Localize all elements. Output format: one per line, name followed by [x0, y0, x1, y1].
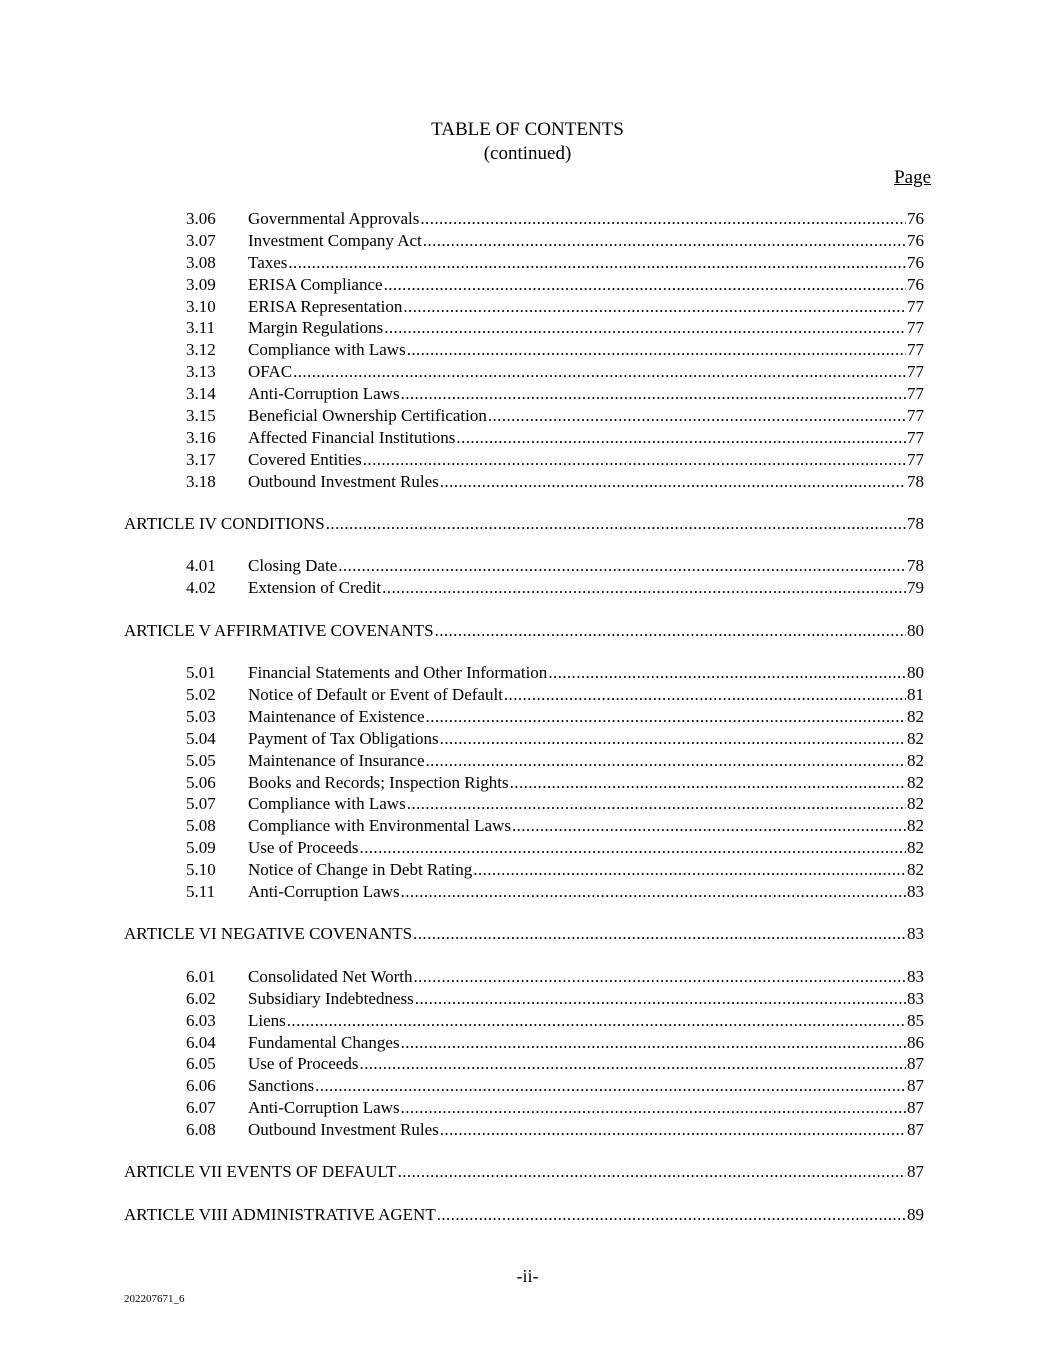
entry-page-number: 85: [907, 1010, 924, 1030]
section-number: 3.13: [186, 362, 216, 382]
entry-page-number: 77: [907, 362, 924, 382]
entry-title: Covered Entities: [248, 449, 362, 469]
entry-title: Consolidated Net Worth: [248, 966, 413, 986]
section-number: 3.06: [186, 209, 216, 228]
toc-section-entry[interactable]: [124, 815, 924, 837]
section-number: 5.10: [186, 860, 216, 880]
toc-section-entry[interactable]: [124, 405, 924, 427]
entry-page-number: 77: [907, 296, 924, 316]
toc-section-entry[interactable]: [124, 1075, 924, 1097]
toc-section-entry[interactable]: [124, 662, 924, 684]
entry-title: ARTICLE V AFFIRMATIVE COVENANTS: [124, 620, 434, 640]
section-number: 5.02: [186, 685, 216, 705]
section-number: 6.06: [186, 1076, 216, 1096]
toc-section-entry[interactable]: [124, 859, 924, 881]
toc-section-entry[interactable]: [124, 881, 924, 903]
entry-page-number: 77: [907, 318, 924, 338]
toc-section-entry[interactable]: [124, 208, 924, 230]
toc-section-entry[interactable]: [124, 427, 924, 449]
toc-section-entry[interactable]: [124, 317, 924, 339]
dot-leader: [407, 339, 906, 361]
section-number: 4.01: [186, 556, 216, 576]
entry-title: ERISA Representation: [248, 296, 403, 316]
entry-title: ERISA Compliance: [248, 274, 383, 294]
toc-article-entry[interactable]: [124, 1204, 924, 1226]
dot-leader: [359, 837, 906, 859]
toc-section-entry[interactable]: [124, 1053, 924, 1075]
dot-leader: [401, 1032, 906, 1054]
toc-section-entry[interactable]: [124, 1097, 924, 1119]
dot-leader: [426, 706, 906, 728]
dot-leader: [456, 427, 906, 449]
section-number: 6.03: [186, 1010, 216, 1030]
entry-page-number: 77: [907, 406, 924, 426]
entry-title: Anti-Corruption Laws: [248, 1098, 400, 1118]
toc-section-entry[interactable]: [124, 252, 924, 274]
section-number: 3.15: [186, 406, 216, 426]
entry-title: Margin Regulations: [248, 318, 384, 338]
entry-title: Subsidiary Indebtedness: [248, 988, 414, 1008]
section-number: 5.05: [186, 750, 216, 770]
section-number: 6.05: [186, 1054, 216, 1074]
dot-leader: [440, 1119, 906, 1141]
section-number: 6.01: [186, 966, 216, 986]
dot-leader: [407, 793, 906, 815]
section-number: 3.17: [186, 449, 216, 469]
dot-leader: [403, 296, 906, 318]
dot-leader: [363, 449, 906, 471]
entry-page-number: 81: [907, 685, 924, 705]
entry-page-number: 87: [907, 1120, 924, 1140]
entry-page-number: 78: [907, 514, 924, 534]
section-number: 3.11: [186, 318, 216, 338]
entry-page-number: 82: [907, 706, 924, 726]
document-id: 202207671_6: [124, 1293, 185, 1305]
entry-page-number: 76: [907, 252, 924, 272]
toc-section-entry[interactable]: [124, 966, 924, 988]
entry-page-number: 86: [907, 1032, 924, 1052]
toc-section-entry[interactable]: [124, 728, 924, 750]
page-column-label: Page: [894, 167, 931, 188]
toc-section-entry[interactable]: [124, 274, 924, 296]
dot-leader: [384, 317, 906, 339]
dot-leader: [315, 1075, 906, 1097]
section-number: 3.18: [186, 471, 216, 491]
dot-leader: [488, 405, 906, 427]
section-number: 5.06: [186, 772, 216, 792]
dot-leader: [288, 252, 906, 274]
dot-leader: [440, 471, 906, 493]
entry-title: OFAC: [248, 362, 293, 382]
entry-title: Use of Proceeds: [248, 838, 359, 858]
entry-page-number: 83: [907, 966, 924, 986]
toc-section-entry[interactable]: [124, 684, 924, 706]
toc-section-entry[interactable]: [124, 449, 924, 471]
dot-leader: [440, 728, 906, 750]
dot-leader: [413, 923, 906, 945]
dot-leader: [435, 620, 906, 642]
dot-leader: [504, 684, 906, 706]
dot-leader: [420, 208, 906, 230]
entry-title: Anti-Corruption Laws: [248, 384, 400, 404]
entry-page-number: 76: [907, 274, 924, 294]
toc-section-entry[interactable]: [124, 361, 924, 383]
entry-title: Financial Statements and Other Information: [248, 663, 548, 683]
toc-section-entry[interactable]: [124, 793, 924, 815]
dot-leader: [401, 383, 906, 405]
toc-article-entry[interactable]: [124, 620, 924, 642]
toc-section-entry[interactable]: [124, 837, 924, 859]
entry-title: Closing Date: [248, 556, 338, 576]
entry-page-number: 87: [907, 1098, 924, 1118]
entry-page-number: 82: [907, 772, 924, 792]
entry-title: Notice of Default or Event of Default: [248, 685, 503, 705]
entry-page-number: 77: [907, 384, 924, 404]
toc-section-entry[interactable]: [124, 339, 924, 361]
toc-section-entry[interactable]: [124, 1032, 924, 1054]
entry-page-number: 89: [907, 1204, 924, 1224]
section-number: 4.02: [186, 578, 216, 598]
dot-leader: [437, 1204, 906, 1226]
dot-leader: [510, 772, 906, 794]
entry-page-number: 83: [907, 882, 924, 902]
entry-title: Beneficial Ownership Certification: [248, 406, 487, 426]
toc-section-entry[interactable]: [124, 230, 924, 252]
entry-page-number: 82: [907, 794, 924, 814]
toc-article-entry[interactable]: [124, 1161, 924, 1183]
entry-title: Maintenance of Insurance: [248, 750, 425, 770]
entry-title: ARTICLE VII EVENTS OF DEFAULT: [124, 1162, 397, 1182]
toc-section-entry[interactable]: [124, 555, 924, 577]
dot-leader: [512, 815, 906, 837]
toc-section-entry[interactable]: [124, 706, 924, 728]
entry-page-number: 76: [907, 209, 924, 228]
toc-section-entry[interactable]: [124, 772, 924, 794]
entry-title: Outbound Investment Rules: [248, 1120, 439, 1140]
section-number: 3.14: [186, 384, 216, 404]
entry-title: Affected Financial Institutions: [248, 427, 456, 447]
dot-leader: [548, 662, 906, 684]
section-number: 5.01: [186, 663, 216, 683]
page-number: -ii-: [516, 1266, 539, 1286]
section-number: 5.09: [186, 838, 216, 858]
entry-page-number: 83: [907, 988, 924, 1008]
toc-section-entry[interactable]: [124, 1119, 924, 1141]
toc-subtitle: (continued): [483, 143, 572, 164]
toc-section-entry[interactable]: [124, 296, 924, 318]
entry-title: Notice of Change in Debt Rating: [248, 860, 473, 880]
entry-page-number: 82: [907, 750, 924, 770]
entry-page-number: 77: [907, 340, 924, 360]
entry-title: Fundamental Changes: [248, 1032, 400, 1052]
toc-section-entry[interactable]: [124, 1010, 924, 1032]
dot-leader: [326, 513, 906, 535]
section-number: 3.08: [186, 252, 216, 272]
section-number: 3.12: [186, 340, 216, 360]
section-number: 3.09: [186, 274, 216, 294]
entry-page-number: 82: [907, 816, 924, 836]
toc-article-entry[interactable]: [124, 923, 924, 945]
entry-title: Compliance with Environmental Laws: [248, 816, 511, 836]
entry-title: ARTICLE VI NEGATIVE COVENANTS: [124, 924, 413, 944]
entry-title: Compliance with Laws: [248, 340, 406, 360]
entry-page-number: 87: [907, 1054, 924, 1074]
entry-page-number: 77: [907, 427, 924, 447]
entry-title: Outbound Investment Rules: [248, 471, 439, 491]
entry-title: Investment Company Act: [248, 230, 422, 250]
section-number: 3.07: [186, 230, 216, 250]
entry-page-number: 87: [907, 1076, 924, 1096]
entry-title: Taxes: [248, 252, 288, 272]
dot-leader: [423, 230, 906, 252]
entry-page-number: 82: [907, 838, 924, 858]
dot-leader: [415, 988, 906, 1010]
entry-page-number: 87: [907, 1162, 924, 1182]
entry-title: Governmental Approvals: [248, 209, 420, 228]
entry-page-number: 80: [907, 663, 924, 683]
dot-leader: [384, 274, 906, 296]
section-number: 6.08: [186, 1120, 216, 1140]
entry-page-number: 78: [907, 556, 924, 576]
toc-title: TABLE OF CONTENTS: [431, 119, 624, 140]
entry-title: ARTICLE VIII ADMINISTRATIVE AGENT: [124, 1204, 436, 1224]
toc-section-entry[interactable]: [124, 383, 924, 405]
dot-leader: [359, 1053, 906, 1075]
entry-title: Books and Records; Inspection Rights: [248, 772, 509, 792]
entry-title: ARTICLE IV CONDITIONS: [124, 514, 325, 534]
dot-leader: [426, 750, 906, 772]
entry-page-number: 82: [907, 728, 924, 748]
section-number: 6.04: [186, 1032, 216, 1052]
entry-title: Compliance with Laws: [248, 794, 406, 814]
toc-section-entry[interactable]: [124, 471, 924, 493]
dot-leader: [473, 859, 906, 881]
dot-leader: [293, 361, 906, 383]
section-number: 5.11: [186, 882, 216, 902]
entry-title: Anti-Corruption Laws: [248, 882, 400, 902]
entry-title: Extension of Credit: [248, 578, 382, 598]
toc-section-entry[interactable]: [124, 750, 924, 772]
section-number: 5.07: [186, 794, 216, 814]
entry-page-number: 80: [907, 620, 924, 640]
section-number: 6.02: [186, 988, 216, 1008]
section-number: 3.16: [186, 427, 216, 447]
dot-leader: [414, 966, 906, 988]
entry-title: Maintenance of Existence: [248, 706, 425, 726]
entry-page-number: 77: [907, 449, 924, 469]
entry-title: Use of Proceeds: [248, 1054, 359, 1074]
entry-page-number: 82: [907, 860, 924, 880]
dot-leader: [338, 555, 906, 577]
dot-leader: [382, 577, 906, 599]
toc-article-entry[interactable]: [124, 513, 924, 535]
dot-leader: [401, 881, 906, 903]
section-number: 5.08: [186, 816, 216, 836]
section-number: 3.10: [186, 296, 216, 316]
entry-title: Payment of Tax Obligations: [248, 728, 439, 748]
entry-page-number: 79: [907, 578, 924, 598]
entry-page-number: 78: [907, 471, 924, 491]
dot-leader: [287, 1010, 906, 1032]
toc-section-entry[interactable]: [124, 988, 924, 1010]
entry-page-number: 76: [907, 230, 924, 250]
toc-list: [124, 208, 924, 1246]
entry-title: Sanctions: [248, 1076, 315, 1096]
dot-leader: [401, 1097, 906, 1119]
toc-section-entry[interactable]: [124, 577, 924, 599]
dot-leader: [398, 1161, 906, 1183]
entry-page-number: 83: [907, 924, 924, 944]
section-number: 5.03: [186, 706, 216, 726]
section-number: 6.07: [186, 1098, 216, 1118]
section-number: 5.04: [186, 728, 216, 748]
entry-title: Liens: [248, 1010, 286, 1030]
